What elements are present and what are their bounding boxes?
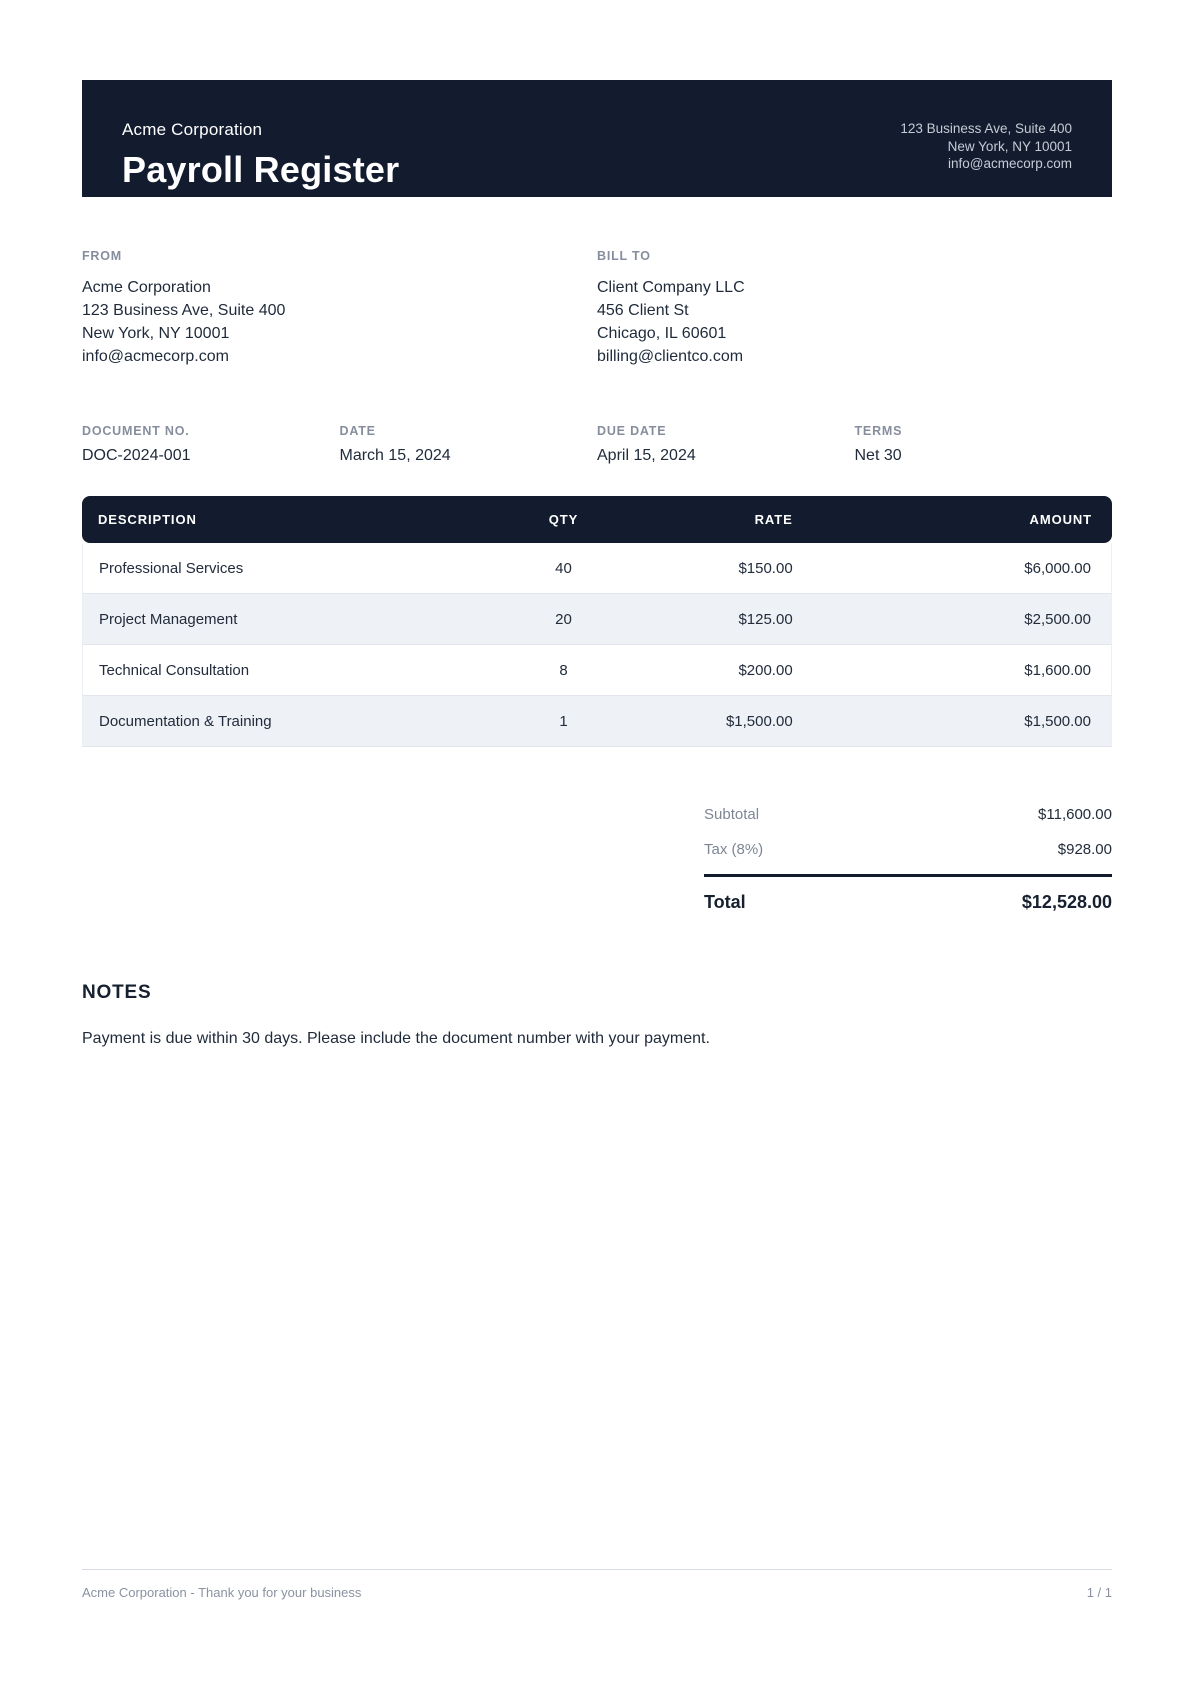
meta-value: Net 30 <box>854 447 902 464</box>
total-label: Total <box>704 892 746 912</box>
document-meta <box>82 424 1112 465</box>
tax-value: $928.00 <box>1057 841 1112 858</box>
cell-description: Project Management <box>82 594 484 645</box>
cell-rate: $150.00 <box>643 543 792 594</box>
meta-due-date <box>597 424 855 465</box>
from-address-line: New York, NY 10001 <box>82 325 230 342</box>
notes-heading: NOTES <box>82 982 152 1003</box>
meta-label: DOCUMENT NO. <box>82 424 190 438</box>
table-row <box>82 645 1112 696</box>
cell-rate: $200.00 <box>643 645 792 696</box>
from-section <box>82 249 597 368</box>
meta-document-no <box>82 424 340 465</box>
line-items-table <box>82 496 1112 747</box>
cell-rate: $125.00 <box>643 594 792 645</box>
header-banner <box>82 80 1112 197</box>
column-header-qty: QTY <box>484 496 644 543</box>
address-line: New York, NY 10001 <box>947 138 1072 154</box>
footer-message: Acme Corporation - Thank you for your business <box>82 1585 362 1600</box>
header-left <box>122 120 399 191</box>
address-line: info@acmecorp.com <box>948 156 1072 171</box>
cell-qty: 1 <box>484 696 644 747</box>
column-header-amount: AMOUNT <box>793 496 1112 543</box>
cell-qty: 40 <box>484 543 644 594</box>
meta-label: DUE DATE <box>597 424 667 438</box>
cell-amount: $6,000.00 <box>793 543 1112 594</box>
tax-label: Tax (8%) <box>704 841 764 858</box>
meta-label: DATE <box>339 424 376 438</box>
page-footer <box>82 1569 1112 1600</box>
column-header-description: DESCRIPTION <box>82 496 484 543</box>
meta-terms <box>855 424 1113 465</box>
bill-to-address-line: 456 Client St <box>597 302 689 319</box>
meta-value: April 15, 2024 <box>597 447 696 464</box>
cell-description: Professional Services <box>82 543 484 594</box>
tax-row <box>704 832 1112 867</box>
cell-amount: $1,600.00 <box>793 645 1112 696</box>
meta-value: March 15, 2024 <box>339 447 451 464</box>
cell-qty: 8 <box>484 645 644 696</box>
company-name: Acme Corporation <box>122 120 263 139</box>
bill-to-address-line: Chicago, IL 60601 <box>597 325 727 342</box>
company-address <box>900 120 1072 173</box>
cell-rate: $1,500.00 <box>643 696 792 747</box>
table-header <box>82 496 1112 543</box>
meta-label: TERMS <box>854 424 903 438</box>
document-title: Payroll Register <box>122 149 400 190</box>
notes-body: Payment is due within 30 days. Please include the document number with your payment. <box>82 1030 710 1047</box>
total-value: $12,528.00 <box>1021 892 1112 912</box>
bill-to-name: Client Company LLC <box>597 279 745 296</box>
cell-qty: 20 <box>484 594 644 645</box>
from-label: FROM <box>82 249 122 263</box>
bill-to-label: BILL TO <box>597 249 651 263</box>
total-row <box>704 877 1112 922</box>
table-row <box>82 543 1112 594</box>
bill-to-section <box>597 249 1112 368</box>
column-header-rate: RATE <box>643 496 792 543</box>
table-row <box>82 696 1112 747</box>
subtotal-label: Subtotal <box>704 806 760 823</box>
address-line: 123 Business Ave, Suite 400 <box>900 121 1072 136</box>
parties-section <box>82 249 1112 368</box>
cell-description: Technical Consultation <box>82 645 484 696</box>
table-row <box>82 594 1112 645</box>
totals-section <box>704 797 1112 922</box>
meta-date <box>340 424 598 465</box>
meta-value: DOC-2024-001 <box>82 447 191 464</box>
subtotal-row <box>704 797 1112 832</box>
subtotal-value: $11,600.00 <box>1038 806 1112 823</box>
notes-section <box>82 982 1112 1050</box>
bill-to-email: billing@clientco.com <box>597 348 744 365</box>
cell-amount: $1,500.00 <box>793 696 1112 747</box>
cell-description: Documentation & Training <box>82 696 484 747</box>
cell-amount: $2,500.00 <box>793 594 1112 645</box>
from-address-line: 123 Business Ave, Suite 400 <box>82 302 286 319</box>
from-email: info@acmecorp.com <box>82 348 229 365</box>
page-number: 1 / 1 <box>1086 1585 1112 1600</box>
from-name: Acme Corporation <box>82 279 211 296</box>
